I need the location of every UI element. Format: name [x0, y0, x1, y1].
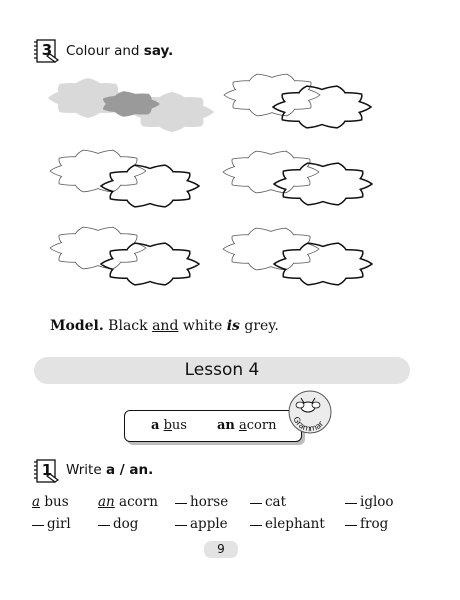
- word-article: a: [32, 494, 41, 510]
- word-text: acorn: [119, 494, 158, 510]
- word-text: elephant: [265, 516, 325, 532]
- word-item[interactable]: [98, 516, 138, 532]
- exercise-3-title-text: Colour and: [66, 43, 144, 59]
- exercise-3-title-bold: say.: [143, 43, 174, 59]
- model-text-is: is: [226, 318, 240, 334]
- word-item[interactable]: [345, 494, 394, 510]
- grammar-word-2-first: a: [239, 418, 247, 433]
- outline-cloud-back-4: [50, 227, 146, 269]
- grammar-example-1: [151, 418, 187, 433]
- grammar-word-2-rest: corn: [246, 418, 277, 433]
- exercise-1-icon: [32, 458, 58, 484]
- word-text: dog: [113, 516, 139, 532]
- grammar-article-2: an: [217, 418, 235, 433]
- word-row-2: [0, 516, 460, 536]
- word-text: apple: [190, 516, 228, 532]
- outline-cloud-back-3: [223, 151, 319, 193]
- model-text-and: and: [152, 318, 179, 334]
- answer-blank[interactable]: [175, 503, 187, 504]
- word-item[interactable]: [250, 516, 325, 532]
- lesson-title: Lesson 4: [34, 357, 410, 384]
- page-number: 9: [204, 541, 238, 558]
- model-text-1: Black: [103, 318, 153, 334]
- model-text-5: grey.: [239, 318, 279, 334]
- outline-cloud-front-3: [274, 163, 372, 205]
- outline-cloud-front-1: [273, 86, 371, 128]
- grammar-article-1: a: [151, 418, 160, 433]
- model-text-3: white: [178, 318, 227, 334]
- word-text: frog: [360, 516, 389, 532]
- outline-cloud-back-5: [223, 228, 319, 270]
- exercise-number: 3: [41, 41, 53, 59]
- outline-cloud-front-2: [101, 165, 199, 207]
- word-item: [32, 494, 69, 510]
- word-text: girl: [47, 516, 71, 532]
- grammar-badge-text: Grammar: [291, 415, 326, 434]
- grammar-box: [124, 410, 302, 442]
- exercise-1-title-text: Write: [66, 462, 106, 478]
- word-article: an: [98, 494, 115, 510]
- grammar-bee-icon: [286, 388, 334, 436]
- word-item[interactable]: [32, 516, 71, 532]
- outline-cloud-front-4: [101, 243, 199, 285]
- answer-blank[interactable]: [345, 525, 357, 526]
- answer-blank[interactable]: [250, 525, 262, 526]
- outline-cloud-back-2: [50, 150, 146, 192]
- word-item: [98, 494, 158, 510]
- answer-blank[interactable]: [98, 525, 110, 526]
- word-text: horse: [190, 494, 229, 510]
- answer-blank[interactable]: [250, 503, 262, 504]
- word-item[interactable]: [175, 494, 228, 510]
- word-row-1: [0, 494, 460, 514]
- exercise-1-title-bold: a / an.: [105, 462, 154, 478]
- word-item[interactable]: [250, 494, 286, 510]
- model-label: Model.: [50, 318, 104, 334]
- answer-blank[interactable]: [345, 503, 357, 504]
- exercise-1-title: [66, 462, 153, 478]
- answer-blank[interactable]: [32, 525, 44, 526]
- word-text: cat: [265, 494, 287, 510]
- answer-blank[interactable]: [175, 525, 187, 526]
- word-text: igloo: [360, 494, 394, 510]
- word-item[interactable]: [345, 516, 388, 532]
- word-text: bus: [44, 494, 69, 510]
- outline-cloud-front-5: [274, 243, 372, 285]
- outline-cloud-back-1: [224, 74, 320, 116]
- grammar-badge: [286, 388, 334, 436]
- grammar-word-1-first: b: [163, 418, 172, 433]
- grammar-word-1-rest: us: [171, 418, 187, 433]
- exercise-number: 1: [41, 461, 53, 479]
- model-sentence: [50, 318, 279, 334]
- word-item[interactable]: [175, 516, 228, 532]
- grammar-example-2: [217, 418, 276, 433]
